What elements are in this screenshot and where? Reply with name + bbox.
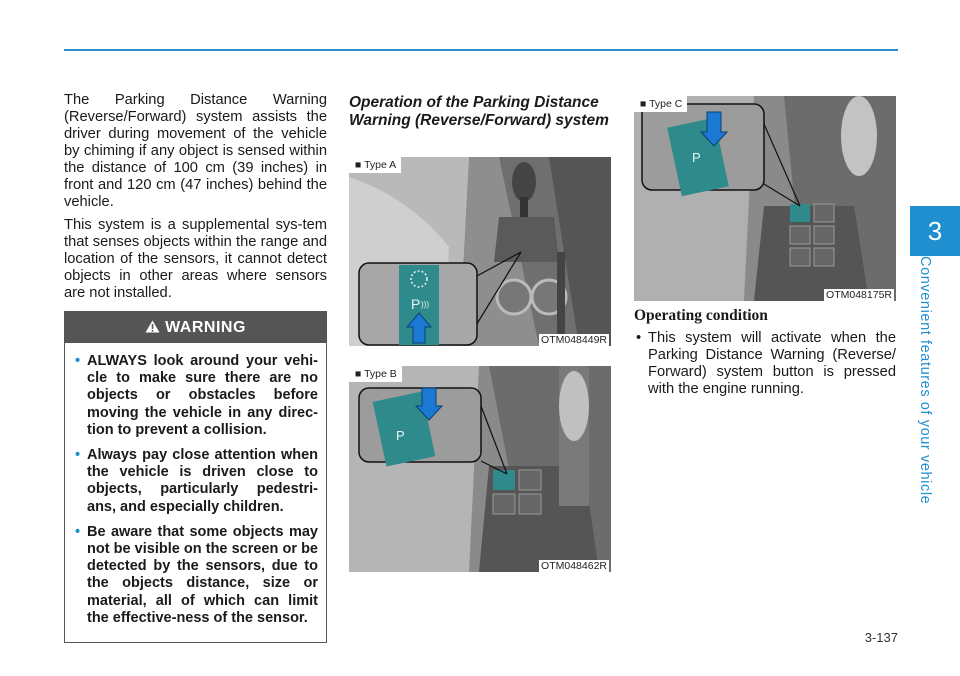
console-illustration-a bbox=[349, 157, 611, 346]
intro-paragraph-1: The Parking Distance Warning (Reverse/Forward) system assists the driver during movement of the vehicle by chiming if any object is sensed within the distance of 100 cm (39 inches) in front and 120 cm (47 inches) behind the vehicle. bbox=[64, 92, 327, 210]
chapter-side-label bbox=[917, 256, 945, 505]
figure-type-label: ■ Type A bbox=[349, 157, 401, 173]
warning-title: WARNING bbox=[165, 319, 246, 336]
operation-heading: Operation of the Parking Distance Warning (Reverse/Forward) system bbox=[349, 94, 609, 129]
svg-text:))): ))) bbox=[421, 300, 429, 309]
svg-text:P: P bbox=[411, 296, 421, 312]
figure-type-b bbox=[349, 366, 611, 572]
warning-triangle-icon bbox=[145, 320, 160, 333]
operating-condition-text bbox=[634, 330, 896, 398]
console-illustration-c bbox=[634, 96, 896, 301]
chapter-title: Convenient features of your vehicle bbox=[917, 256, 933, 505]
operating-condition-bullet: • This system will activate when the Parking Distance Warning (Reverse/ Forward) system button is pressed with the engine running. bbox=[634, 330, 896, 398]
warning-item: • Be aware that some objects may not be visible on the screen or be detected by the sensors, due to the objects distance, size or material, all of which can limit the effective-ness of the sensor. bbox=[75, 524, 318, 627]
intro-text bbox=[64, 92, 327, 308]
figure-code: OTM048462R bbox=[541, 560, 607, 572]
intro-paragraph-2: This system is a supplemental sys-tem that senses objects within the range and location of the sensors, it cannot detect objects in other areas where sensors are not installed. bbox=[64, 217, 327, 301]
figure-code: OTM048449R bbox=[541, 334, 607, 346]
figure-code: OTM048175R bbox=[826, 289, 892, 301]
chapter-number-tab: 3 bbox=[910, 206, 960, 256]
figure-type-a bbox=[349, 157, 611, 346]
svg-text:P: P bbox=[692, 150, 701, 165]
warning-item: • Always pay close attention when the vehicle is driven close to objects, particularly pedestri-ans, and especially children. bbox=[75, 447, 318, 516]
warning-header bbox=[65, 312, 326, 343]
svg-text:P: P bbox=[396, 428, 405, 443]
operating-condition-heading: Operating condition bbox=[634, 307, 768, 324]
warning-list bbox=[65, 343, 326, 627]
warning-box bbox=[64, 311, 327, 643]
figure-type-label: ■ Type B bbox=[349, 366, 402, 382]
header-rule bbox=[64, 49, 898, 51]
console-illustration-b bbox=[349, 366, 611, 572]
page-number: 3-137 bbox=[864, 630, 898, 645]
figure-type-c bbox=[634, 96, 896, 301]
warning-item: • ALWAYS look around your vehi-cle to make sure there are no objects or obstacles before moving the vehicle in any direc-tion to prevent a collision. bbox=[75, 353, 318, 439]
figure-type-label: ■ Type C bbox=[634, 96, 687, 112]
